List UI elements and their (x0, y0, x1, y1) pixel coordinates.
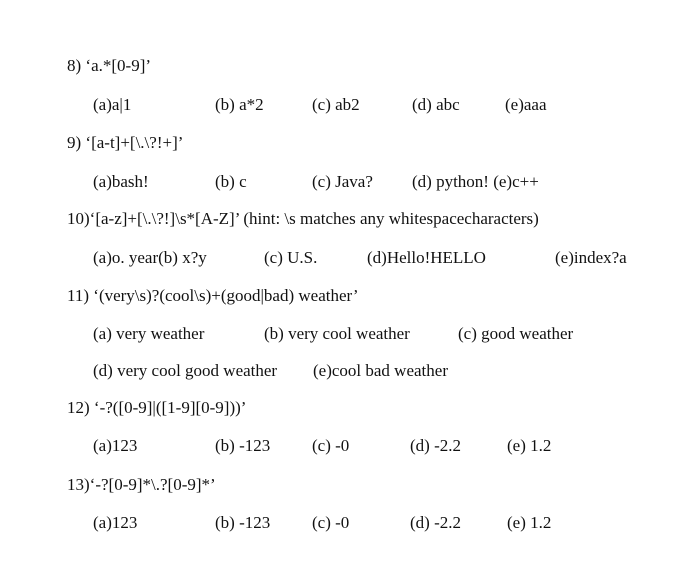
q9-option-d-e: (d) python! (e)c++ (412, 172, 539, 191)
q13-option-d: (d) -2.2 (410, 513, 461, 532)
question-9-prompt (67, 133, 183, 153)
q11-option-d: (d) very cool good weather (93, 361, 278, 380)
question-10-pattern: ‘[a-z]+[\.\?!]\s*[A-Z]’ (hint: \s matches any whitespacecharacters) (89, 209, 539, 228)
q8-option-e: (e)aaa (505, 95, 547, 114)
question-12-pattern: ‘-?([0-9]|([1-9][0-9]))’ (93, 398, 247, 417)
q10-option-c: (c) U.S. (264, 248, 318, 267)
question-13-pattern: ‘-?[0-9]*\.?[0-9]*’ (89, 475, 216, 494)
q13-option-c: (c) -0 (312, 513, 350, 532)
question-8-pattern: ‘a.*[0-9]’ (85, 56, 152, 75)
question-8-number: 8) (67, 56, 82, 75)
q8-option-c: (c) ab2 (312, 95, 360, 114)
q13-option-a: (a)123 (93, 513, 138, 532)
question-9-pattern: ‘[a-t]+[\.\?!+]’ (85, 133, 184, 152)
question-13-number: 13) (67, 475, 90, 494)
q9-option-b: (b) c (215, 172, 247, 191)
q10-option-e: (e)index?a (555, 248, 627, 267)
question-13-prompt (67, 475, 216, 495)
question-10-number: 10) (67, 209, 90, 228)
q10-option-d: (d)Hello!HELLO (367, 248, 486, 267)
q11-option-b: (b) very cool weather (264, 324, 410, 343)
question-12-number: 12) (67, 398, 90, 417)
question-10-prompt (67, 209, 539, 229)
q11-option-e: (e)cool bad weather (313, 361, 448, 380)
question-11-pattern: ‘(very\s)?(cool\s)+(good|bad) weather’ (93, 286, 359, 305)
q9-option-c: (c) Java? (312, 172, 373, 191)
q10-option-a-b: (a)o. year(b) x?y (93, 248, 207, 267)
q12-option-c: (c) -0 (312, 436, 350, 455)
q8-option-d: (d) abc (412, 95, 460, 114)
question-11-number: 11) (67, 286, 90, 305)
q11-option-a: (a) very weather (93, 324, 205, 343)
q12-option-a: (a)123 (93, 436, 138, 455)
q11-option-c: (c) good weather (458, 324, 574, 343)
question-12-prompt (67, 398, 246, 418)
q13-option-e: (e) 1.2 (507, 513, 552, 532)
question-9-number: 9) (67, 133, 82, 152)
q9-option-a: (a)bash! (93, 172, 149, 191)
q8-option-a: (a)a|1 (93, 95, 132, 114)
q12-option-b: (b) -123 (215, 436, 271, 455)
q12-option-e: (e) 1.2 (507, 436, 552, 455)
q8-option-b: (b) a*2 (215, 95, 264, 114)
question-8-prompt (67, 56, 151, 76)
q13-option-b: (b) -123 (215, 513, 271, 532)
question-11-prompt (67, 286, 358, 306)
q12-option-d: (d) -2.2 (410, 436, 461, 455)
